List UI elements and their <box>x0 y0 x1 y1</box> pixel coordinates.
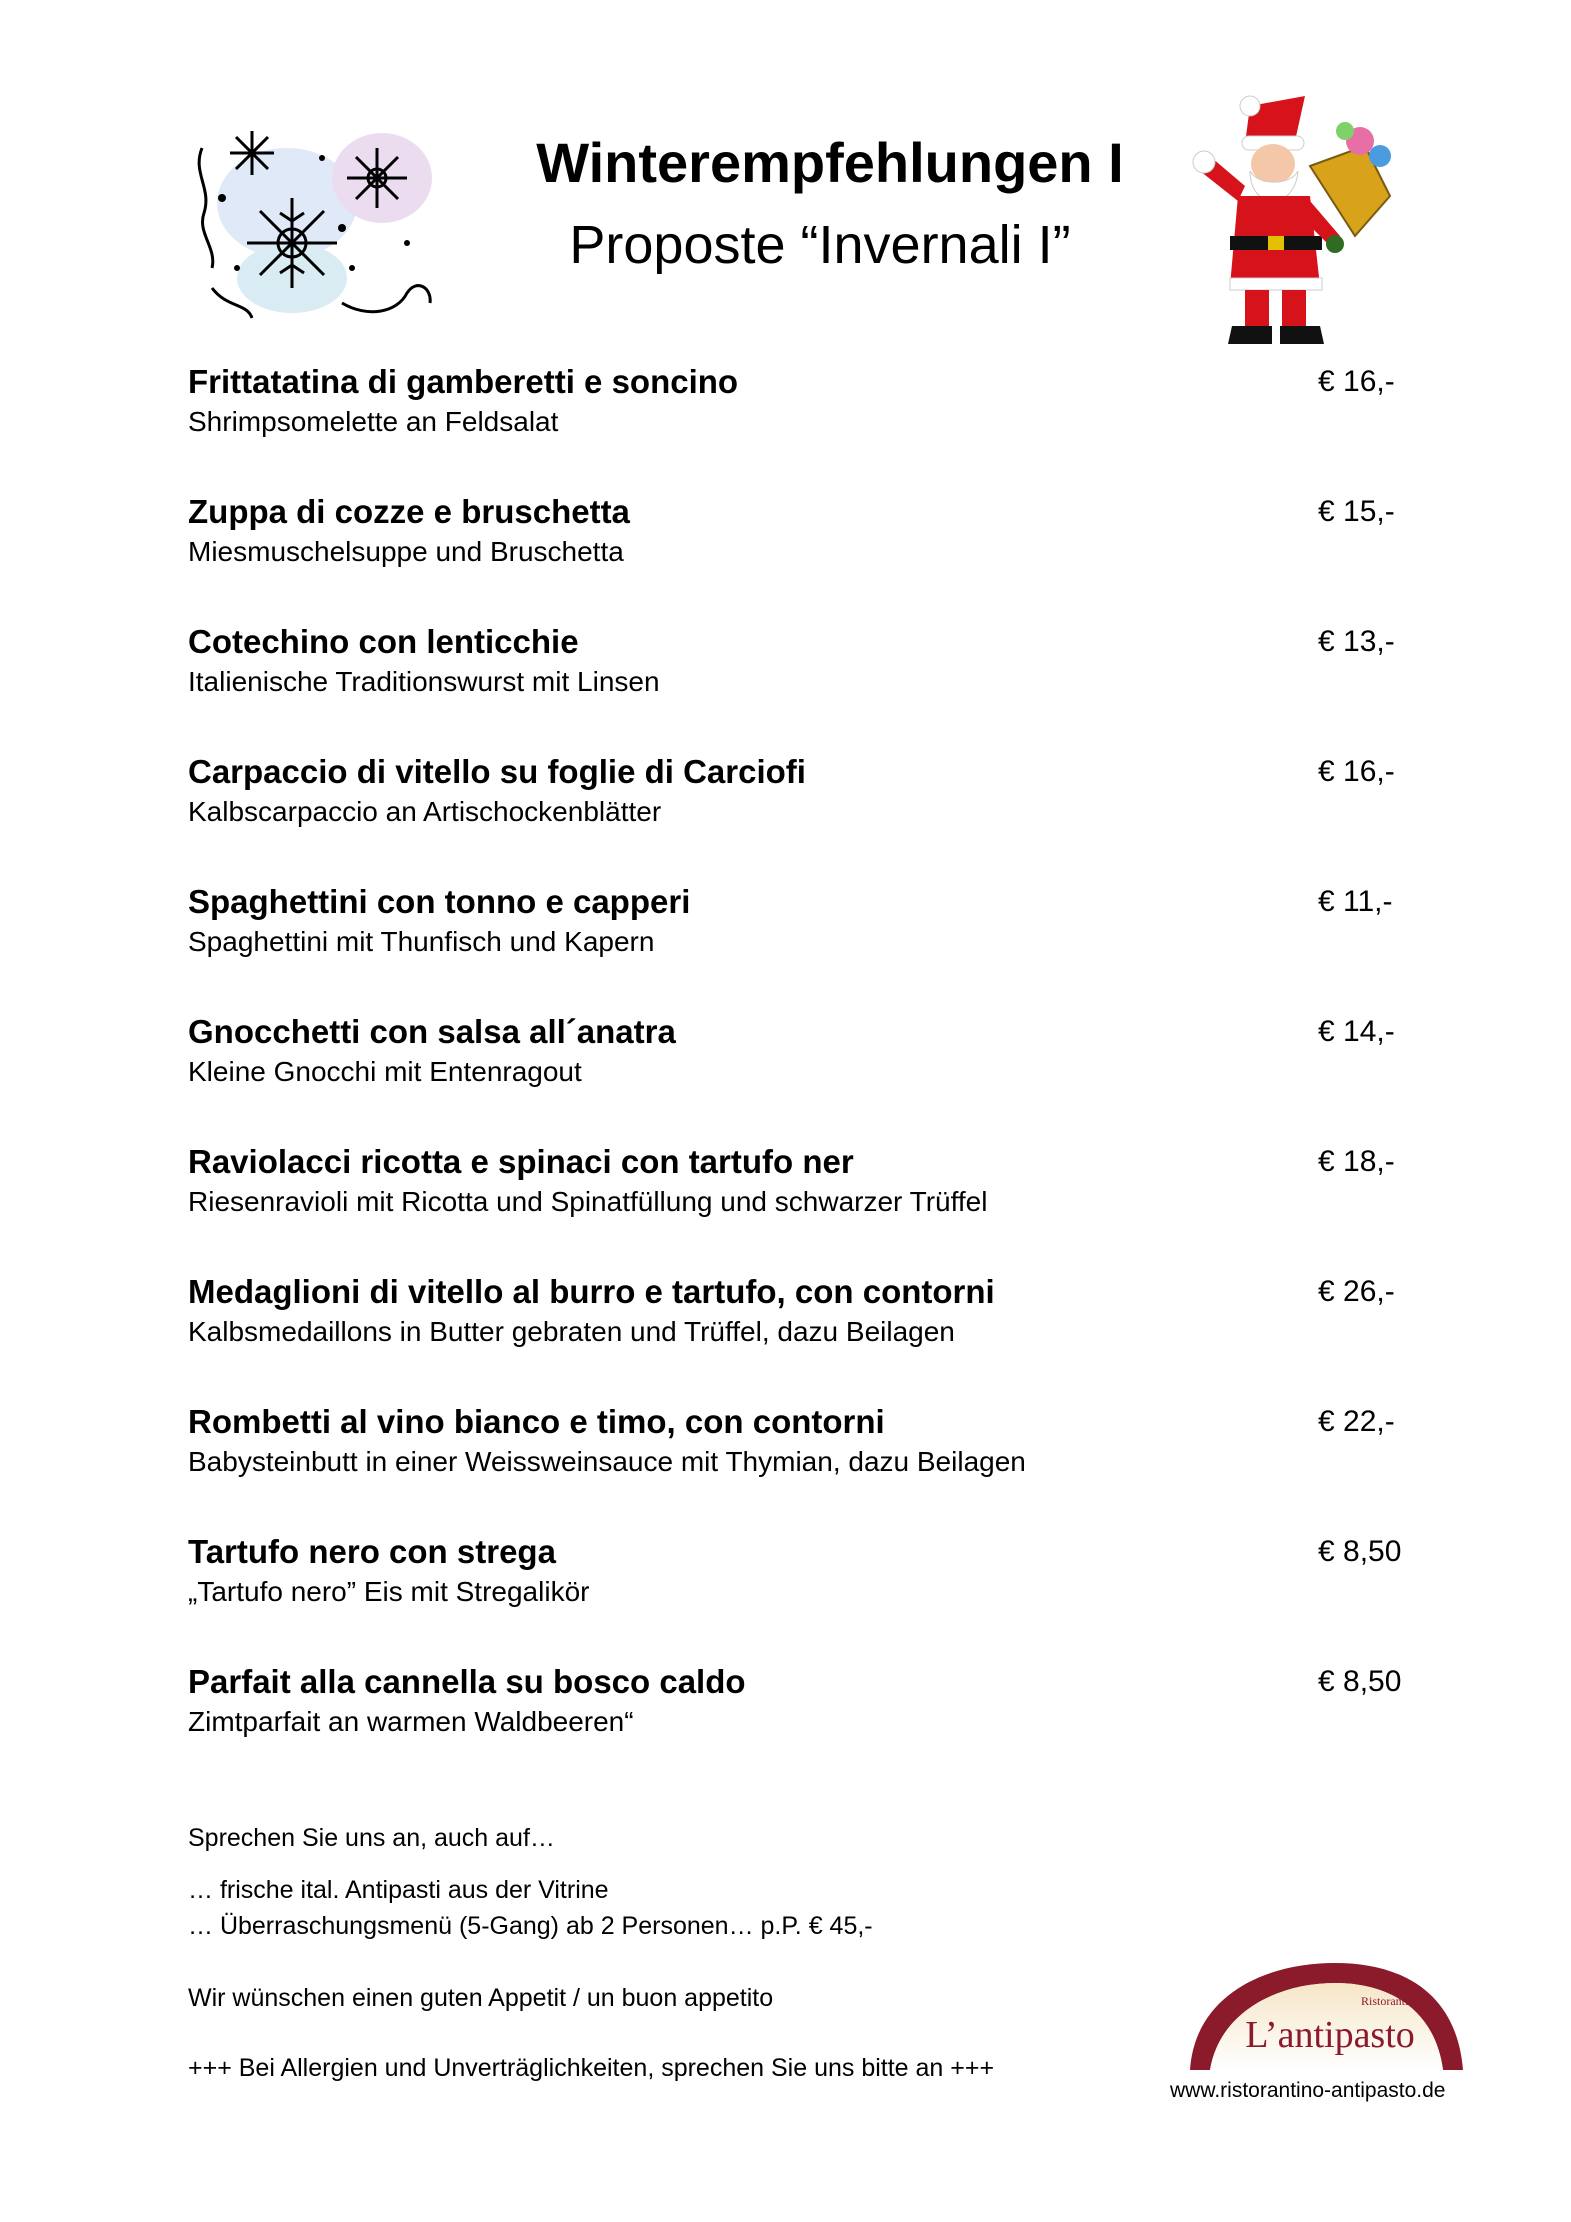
menu-item <box>188 748 1428 878</box>
menu-item-name: Carpaccio di vitello su foglie di Carciofi <box>188 753 806 790</box>
menu-item <box>188 878 1428 1008</box>
santa-claus-icon <box>1190 86 1400 351</box>
menu-item <box>188 1268 1428 1398</box>
menu-item-price: € 16,- <box>1318 755 1395 788</box>
menu-item-price: € 13,- <box>1318 625 1395 658</box>
menu-item-price: € 11,- <box>1318 885 1393 918</box>
page-title: Winterempfehlungen I <box>536 131 1124 194</box>
menu-item-price: € 26,- <box>1318 1275 1395 1308</box>
menu-item-price: € 8,50 <box>1318 1535 1402 1568</box>
menu-item-description: „Tartufo nero” Eis mit Stregalikör <box>188 1576 590 1607</box>
footer-allergy-text: +++ Bei Allergien und Unverträglichkeiten, sprechen Sie uns bitte an +++ <box>188 2054 995 2082</box>
menu-item-description: Spaghettini mit Thunfisch und Kapern <box>188 926 655 957</box>
menu-item-price: € 14,- <box>1318 1015 1395 1048</box>
menu-item-name: Raviolacci ricotta e spinaci con tartufo ner <box>188 1143 854 1180</box>
menu-item-name: Tartufo nero con strega <box>188 1533 556 1570</box>
menu-item-description: Zimtparfait an warmen Waldbeeren“ <box>188 1706 634 1737</box>
menu-item-name: Parfait alla cannella su bosco caldo <box>188 1663 746 1700</box>
menu-item-description: Miesmuschelsuppe und Bruschetta <box>188 536 624 567</box>
menu-item-name: Spaghettini con tonno e capperi <box>188 883 691 920</box>
logo-name-text: L’antipasto <box>1245 2014 1415 2056</box>
menu-item <box>188 488 1428 618</box>
menu-item <box>188 1658 1428 1788</box>
page-subtitle: Proposte “Invernali I” <box>569 215 1071 275</box>
menu-item-name: Gnocchetti con salsa all´anatra <box>188 1013 676 1050</box>
logo-small-text: Ristorantino <box>1361 1994 1421 2008</box>
menu-item <box>188 1138 1428 1268</box>
menu-item-description: Babysteinbutt in einer Weissweinsauce mit Thymian, dazu Beilagen <box>188 1446 1026 1477</box>
menu-item-description: Shrimpsomelette an Feldsalat <box>188 406 559 437</box>
menu-item-description: Kalbscarpaccio an Artischockenblätter <box>188 796 662 827</box>
menu-list <box>188 358 1428 1788</box>
menu-item-price: € 22,- <box>1318 1405 1395 1438</box>
menu-item <box>188 1398 1428 1528</box>
menu-item-price: € 18,- <box>1318 1145 1395 1178</box>
menu-item-price: € 8,50 <box>1318 1665 1402 1698</box>
footer-appetit-text: Wir wünschen einen guten Appetit / un buon appetito <box>188 1984 774 2012</box>
menu-item-description: Italienische Traditionswurst mit Linsen <box>188 666 660 697</box>
menu-item-name: Cotechino con lenticchie <box>188 623 579 660</box>
restaurant-logo <box>1185 1955 1465 2070</box>
menu-item <box>188 358 1428 488</box>
menu-item-name: Zuppa di cozze e bruschetta <box>188 493 630 530</box>
menu-item-name: Frittatatina di gamberetti e soncino <box>188 363 739 400</box>
footer-surprise-menu-text: … Überraschungsmenü (5-Gang) ab 2 Personen… p.P. € 45,- <box>188 1912 873 1940</box>
footer-ask-text: Sprechen Sie uns an, auch auf… <box>188 1824 555 1852</box>
menu-item-description: Kalbsmedaillons in Butter gebraten und Trüffel, dazu Beilagen <box>188 1316 955 1347</box>
menu-item-description: Riesenravioli mit Ricotta und Spinatfüllung und schwarzer Trüffel <box>188 1186 988 1217</box>
menu-item-name: Medaglioni di vitello al burro e tartufo, con contorni <box>188 1273 995 1310</box>
menu-item-price: € 15,- <box>1318 495 1395 528</box>
menu-item <box>188 618 1428 748</box>
menu-item <box>188 1528 1428 1658</box>
menu-item-description: Kleine Gnocchi mit Entenragout <box>188 1056 582 1087</box>
menu-item <box>188 1008 1428 1138</box>
website-link[interactable]: www.ristorantino-antipasto.de <box>1170 2079 1446 2102</box>
menu-item-name: Rombetti al vino bianco e timo, con contorni <box>188 1403 885 1440</box>
menu-item-price: € 16,- <box>1318 365 1395 398</box>
footer-antipasti-text: … frische ital. Antipasti aus der Vitrine <box>188 1876 609 1904</box>
